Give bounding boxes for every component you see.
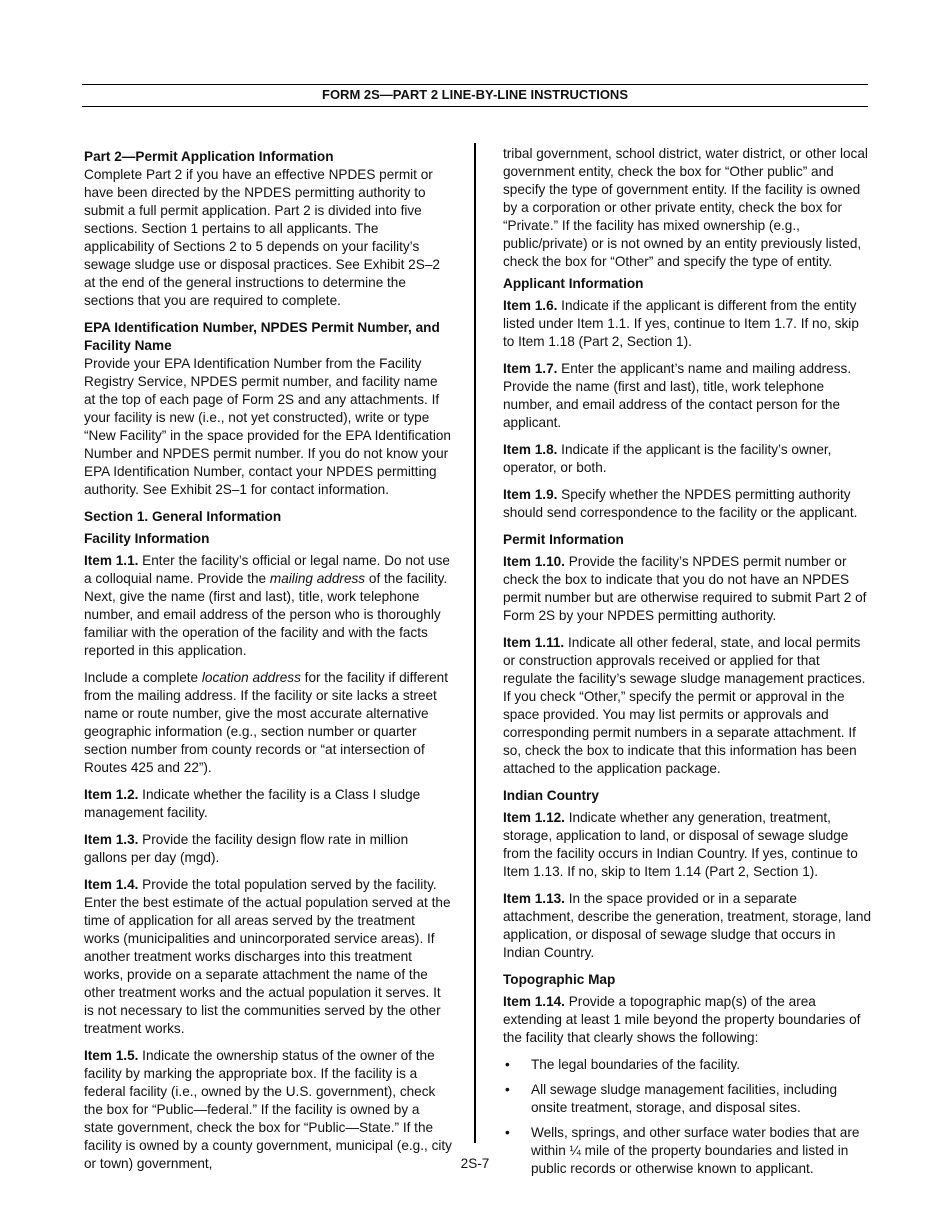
location-text-a: Include a complete <box>84 670 202 685</box>
page-header-title: FORM 2S—PART 2 LINE-BY-LINE INSTRUCTIONS <box>322 87 628 102</box>
item-1-12-text: Indicate whether any generation, treatment, storage, application to land, or disposal of sewage sludge from the facility occurs in Indian Country. If yes, continue to Item 1.13. If no, skip to Item 1.14 (Part 2, Section 1). <box>503 810 858 879</box>
location-emphasis: location address <box>201 670 301 685</box>
item-1-11-paragraph <box>503 634 871 778</box>
item-1-11-label: Item 1.11. <box>503 635 565 650</box>
column-divider <box>474 143 476 1143</box>
location-text-b: for the facility if different from the mailing address. If the facility or site lacks a street name or route number, give the most accurate alternative geographic information (e.g., section number or quarter section number from county records or “at intersection of Routes 425 and 22”). <box>84 670 448 775</box>
page-number: 2S-7 <box>460 1156 490 1171</box>
item-1-1-label: Item 1.1. <box>84 553 139 568</box>
item-1-8-paragraph <box>503 441 871 477</box>
item-1-4-paragraph <box>84 876 452 1038</box>
item-1-4-text: Provide the total population served by the facility. Enter the best estimate of the actual population served at the time of application for all areas served by the treatment works (municipalities and unincorporated service areas). If another treatment works discharges into this treatment works, provide on a separate attachment the name of the other treatment works and the actual population it serves. It is not necessary to list the communities served by the other treatment works. <box>84 877 451 1036</box>
list-item <box>503 1081 871 1117</box>
item-1-5-continued-paragraph: tribal government, school district, water district, or other local government entity, check the box for “Other public” and specify the type of government entity. If the facility is owned by a corporation or other private entity, check the box for “Private.” If the facility has mixed ownership (e.g., public/private) or is not owned by an entity previously listed, check the box for “Other” and specify the type of entity. <box>503 146 868 269</box>
facility-info-heading: Facility Information <box>84 531 210 546</box>
left-column <box>84 148 452 1182</box>
part2-heading: Part 2—Permit Application Information <box>84 149 334 164</box>
bullet-text: All sewage sludge management facilities, including onsite treatment, storage, and disposal sites. <box>531 1082 838 1115</box>
item-1-1-text-b: of the facility. Next, give the name (first and last), title, work telephone number, and email address of the person who is thoroughly familiar with the operation of the facility and with the facts reported in this application. <box>84 571 448 658</box>
item-1-1-text-a: Enter the facility’s official or legal name. Do not use a colloquial name. Provide the <box>84 553 450 586</box>
item-1-3-paragraph <box>84 831 452 867</box>
item-1-2-label: Item 1.2. <box>84 787 139 802</box>
bullet-icon: • <box>505 1125 510 1140</box>
item-1-5-paragraph <box>84 1047 452 1173</box>
topographic-map-heading: Topographic Map <box>503 972 616 987</box>
epa-heading: EPA Identification Number, NPDES Permit Number, and Facility Name <box>84 320 440 353</box>
item-1-12-label: Item 1.12. <box>503 810 565 825</box>
item-1-7-text: Enter the applicant’s name and mailing address. Provide the name (first and last), title, work telephone number, and email address of the contact person for the applicant. <box>503 361 852 430</box>
item-1-14-paragraph <box>503 993 871 1047</box>
item-1-5-label: Item 1.5. <box>84 1048 139 1063</box>
item-1-12-paragraph <box>503 809 871 881</box>
bullet-text: Wells, springs, and other surface water bodies that are within ¼ mile of the property boundaries and listed in public records or otherwise known to applicant. <box>531 1125 860 1176</box>
bullet-text: The legal boundaries of the facility. <box>531 1057 741 1072</box>
header-bottom-rule <box>82 106 868 107</box>
item-1-11-text: Indicate all other federal, state, and local permits or construction approvals received or applied for that regulate the facility’s sewage sludge management practices. If you check “Other,” specify the permit or approval in the space provided. You may list permits or approvals and corresponding permit numbers in a separate attachment. If so, check the box to indicate that this information has been attached to the application package. <box>503 635 866 776</box>
item-1-5-text: Indicate the ownership status of the owner of the facility by marking the appropriate box. If the facility is a federal facility (i.e., owned by the U.S. government), check the box for “Public—federal.” If the facility is owned by a state government, check the box for “Public—State.” If the facility is owned by a county government, municipal (e.g., city or town) government, <box>84 1048 452 1171</box>
item-1-7-paragraph <box>503 360 871 432</box>
bullet-icon: • <box>505 1057 510 1072</box>
item-1-8-text: Indicate if the applicant is the facility’s owner, operator, or both. <box>503 442 832 475</box>
permit-info-heading: Permit Information <box>503 532 624 547</box>
item-1-9-text: Specify whether the NPDES permitting authority should send correspondence to the facility or the applicant. <box>503 487 858 520</box>
item-1-14-label: Item 1.14. <box>503 994 565 1009</box>
part2-paragraph: Complete Part 2 if you have an effective NPDES permit or have been directed by the NPDES permitting authority to submit a full permit application. Part 2 is divided into five sections. Section 1 pertains to all applicants. The applicability of Sections 2 to 5 depends on your facility’s sewage sludge use or disposal practices. See Exhibit 2S–2 at the end of the general instructions to determine the sections that you are required to complete. <box>84 167 440 308</box>
item-1-10-paragraph <box>503 553 871 625</box>
item-1-3-text: Provide the facility design flow rate in million gallons per day (mgd). <box>84 832 409 865</box>
item-1-6-label: Item 1.6. <box>503 298 558 313</box>
item-1-3-label: Item 1.3. <box>84 832 139 847</box>
item-1-9-label: Item 1.9. <box>503 487 558 502</box>
item-1-10-label: Item 1.10. <box>503 554 565 569</box>
item-1-6-paragraph <box>503 297 871 351</box>
header-top-rule <box>82 84 868 85</box>
item-1-1-paragraph <box>84 552 452 660</box>
location-paragraph <box>84 669 452 777</box>
item-1-2-paragraph <box>84 786 452 822</box>
item-1-13-paragraph <box>503 890 871 962</box>
item-1-4-label: Item 1.4. <box>84 877 139 892</box>
section1-heading: Section 1. General Information <box>84 509 282 524</box>
applicant-info-heading: Applicant Information <box>503 276 644 291</box>
item-1-6-text: Indicate if the applicant is different from the entity listed under Item 1.1. If yes, continue to Item 1.7. If no, skip to Item 1.18 (Part 2, Section 1). <box>503 298 859 349</box>
item-1-7-label: Item 1.7. <box>503 361 558 376</box>
right-column <box>503 145 871 1185</box>
item-1-9-paragraph <box>503 486 871 522</box>
indian-country-heading: Indian Country <box>503 788 599 803</box>
list-item <box>503 1056 871 1074</box>
item-1-14-text: Provide a topographic map(s) of the area extending at least 1 mile beyond the property boundaries of the facility that clearly shows the following: <box>503 994 861 1045</box>
bullet-icon: • <box>505 1082 510 1097</box>
item-1-10-text: Provide the facility’s NPDES permit number or check the box to indicate that you do not have an NPDES permit number but are otherwise required to submit Part 2 of Form 2S by your NPDES permitting authority. <box>503 554 867 623</box>
item-1-8-label: Item 1.8. <box>503 442 558 457</box>
item-1-2-text: Indicate whether the facility is a Class I sludge management facility. <box>84 787 421 820</box>
epa-paragraph: Provide your EPA Identification Number from the Facility Registry Service, NPDES permit number, and facility name at the top of each page of Form 2S and any attachments. If your facility is new (i.e., not yet constructed), write or type “New Facility” in the space provided for the EPA Identification Number and NPDES permit number. If you do not know your EPA Identification Number, contact your NPDES permitting authority. See Exhibit 2S–1 for contact information. <box>84 356 451 497</box>
item-1-13-text: In the space provided or in a separate attachment, describe the generation, treatment, storage, land application, or disposal of sewage sludge that occurs in Indian Country. <box>503 891 872 960</box>
item-1-1-emphasis: mailing address <box>269 571 366 586</box>
item-1-13-label: Item 1.13. <box>503 891 565 906</box>
